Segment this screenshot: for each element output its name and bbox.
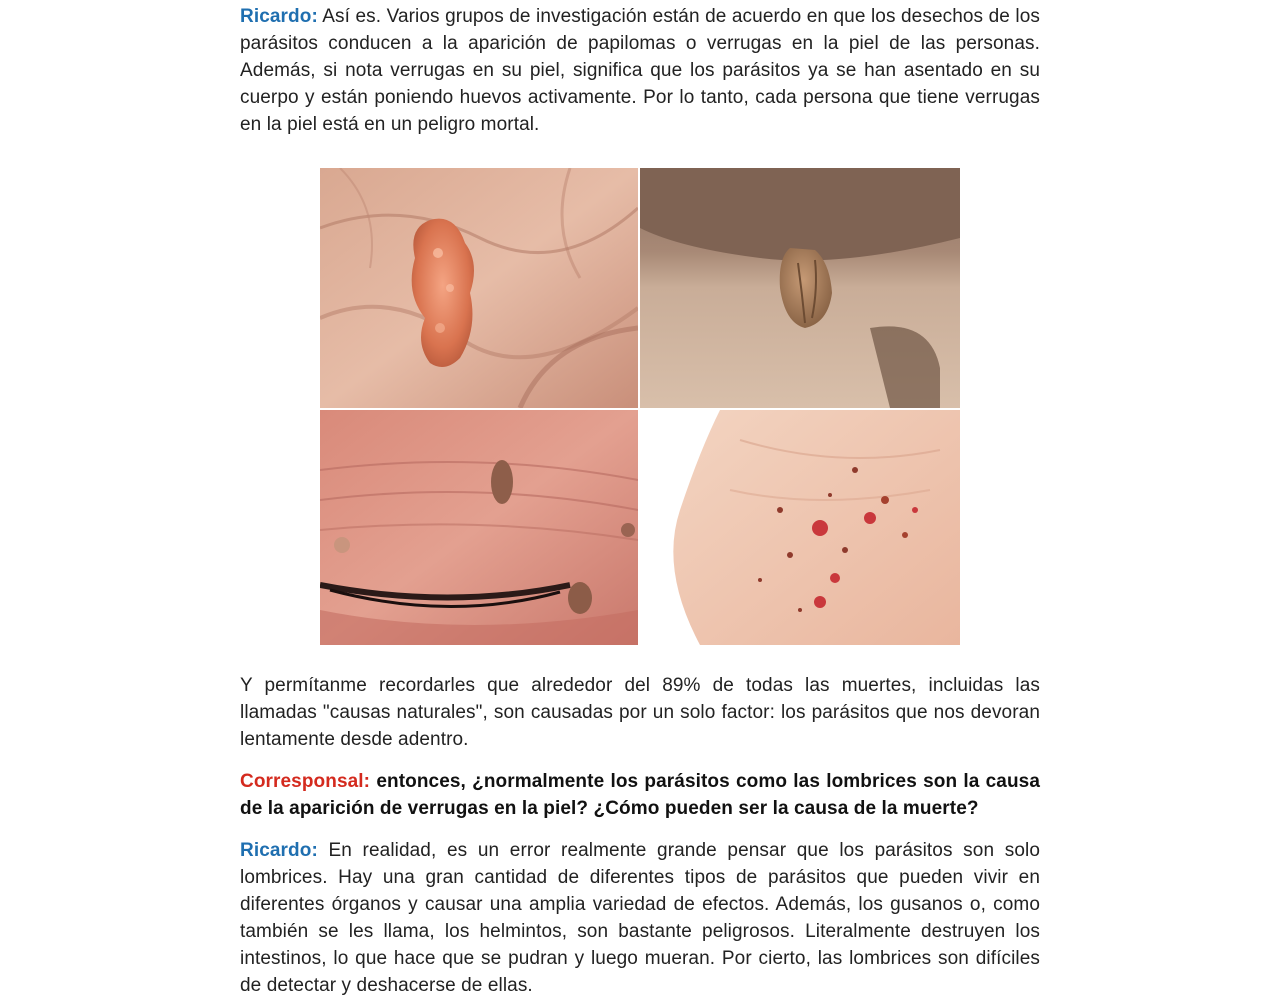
paragraph-corresponsal-question: [240, 768, 1040, 822]
article-body: [240, 0, 1040, 999]
question-text: entonces, ¿normalmente los parásitos como las lombrices son la causa de la aparición de verrugas en la piel? ¿Cómo pueden ser la causa de la muerte?: [240, 771, 1040, 819]
paragraph-ricardo-2: [240, 837, 1040, 999]
paragraph-89-percent: Y permítanme recordarles que alrededor del 89% de todas las muertes, incluidas las llamadas "causas naturales", son causadas por un solo factor: los parásitos que nos devoran lentamente desde adentro.: [240, 675, 1040, 750]
speaker-label-ricardo: Ricardo:: [240, 840, 318, 861]
wart-photo-collage: [320, 168, 960, 645]
skin-tag-under-armpit-photo: [640, 168, 960, 408]
speaker-label-ricardo: Ricardo:: [240, 6, 318, 27]
eyelid-warts-photo: [320, 410, 638, 645]
paragraph-text: Así es. Varios grupos de investigación están de acuerdo en que los desechos de los parásitos conducen a la aparición de papilomas o verrugas en la piel de las personas. Además, si nota verrugas en su piel, significa que los parásitos ya se han asentado en su cuerpo y están poniendo huevos activamente. Por lo tanto, cada persona que tiene verrugas en la piel está en un peligro mortal.: [240, 6, 1040, 135]
paragraph-text: En realidad, es un error realmente grande pensar que los parásitos son solo lombrices. Hay una gran cantidad de diferentes tipos de parásitos que pueden vivir en diferentes órganos y causar una amplia variedad de efectos. Además, los gusanos o, como también se les llama, los helmintos, son bastante peligrosos. Literalmente destruyen los intestinos, lo que hace que se pudran y luego mueran. Por cierto, las lombrices son difíciles de detectar y deshacerse de ellas.: [240, 840, 1040, 996]
skin-wart-on-hand-photo: [320, 168, 638, 408]
speaker-label-corresponsal: Corresponsal:: [240, 771, 371, 792]
paragraph-ricardo-1: [240, 3, 1040, 138]
neck-skin-lesions-photo: [640, 410, 960, 645]
